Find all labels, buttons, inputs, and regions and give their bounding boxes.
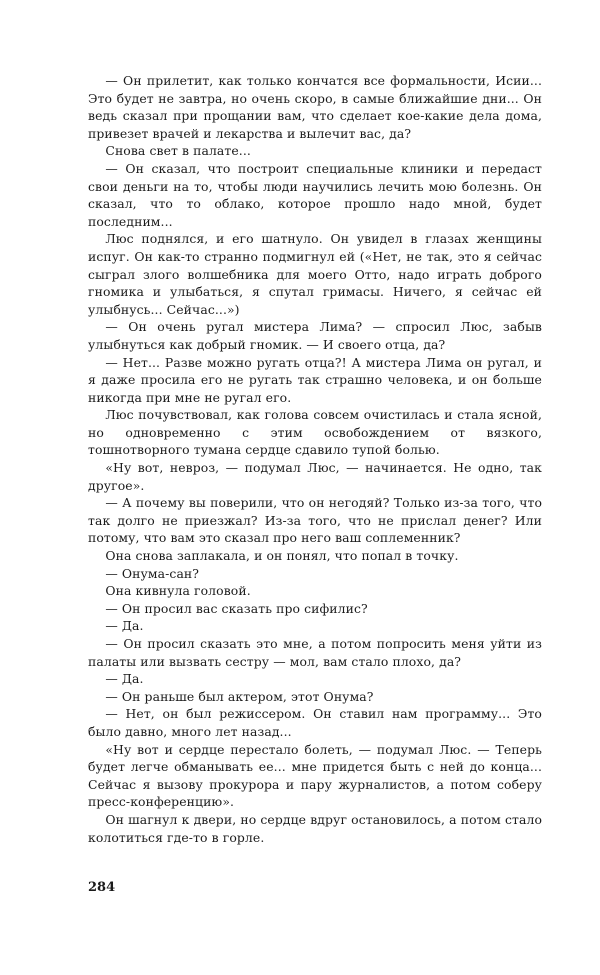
paragraph: Он шагнул к двери, но сердце вдруг остановилось, а потом стало колотиться где-то в горле. <box>88 811 542 845</box>
paragraph: Она снова заплакала, и он понял, что попал в точку. <box>105 548 459 564</box>
page-body <box>88 72 542 846</box>
paragraph: — Онума-сан? <box>105 565 200 581</box>
paragraph: «Ну вот и сердце перестало болеть, — подумал Люс. — Теперь будет легче обманывать ее... мне придется быть с ней до конца... Сейчас я вызову прокурора и пару журналистов, а потом соберу пресс-конференцию». <box>88 741 542 810</box>
paragraph: Она кивнула головой. <box>105 583 251 599</box>
paragraph: — Нет... Разве можно ругать отца?! А мистера Лима он ругал, и я даже просила его не ругать так страшно человека, и он больше никогда при мне не ругал его. <box>88 354 542 405</box>
paragraph: — Он просил вас сказать про сифилис? <box>105 600 368 616</box>
paragraph: — Он сказал, что построит специальные клиники и передаст свои деньги на то, чтобы люди научились лечить мою болезнь. Он сказал, что то облако, которое прошло надо мной, будет последним... <box>88 160 542 229</box>
paragraph: — Он раньше был актером, этот Онума? <box>105 688 374 704</box>
paragraph: — Он очень ругал мистера Лима? — спросил Люс, забыв улыбнуться как добрый гномик. — И своего отца, да? <box>88 319 542 352</box>
paragraph: — А почему вы поверили, что он негодяй? Только из-за того, что так долго не приезжал? Из-за того, что не прислал денег? Или потому, что вам это сказал про него ваш соплеменник? <box>88 495 542 546</box>
paragraph: — Он просил сказать это мне, а потом попросить меня уйти из палаты или вызвать сестру — мол, вам стало плохо, да? <box>88 636 542 669</box>
paragraph: — Да. <box>105 618 144 634</box>
paragraph: Снова свет в палате... <box>105 143 251 159</box>
paragraph: «Ну вот, невроз, — подумал Люс, — начинается. Не одно, так другое». <box>88 460 542 493</box>
paragraph: — Нет, он был режиссером. Он ставил нам программу... Это было давно, много лет назад... <box>88 706 542 739</box>
page-number: 284 <box>88 880 116 895</box>
paragraph: Люс почувствовал, как голова совсем очистилась и стала ясной, но одновременно с этим освобождением от вязкого, тошнотворного тумана сердце сдавило тупой болью. <box>88 407 542 458</box>
paragraph: Люс поднялся, и его шатнуло. Он увидел в глазах женщины испуг. Он как-то странно подмигнул ей («Нет, не так, это я сейчас сыграл злого волшебника для моего Отто, надо играть доброго гномика и улыбаться, я спутал гримасы. Ничего, я сейчас ей улыбнусь... Сейчас...») <box>88 231 542 317</box>
paragraph: — Он прилетит, как только кончатся все формальности, Исии... Это будет не завтра, но очень скоро, в самые ближайшие дни... Он ведь сказал при прощании вам, что сделает кое-какие дела дома, привезет врачей и лекарства и вылечит вас, да? <box>88 73 542 141</box>
paragraph: — Да. <box>105 671 144 687</box>
